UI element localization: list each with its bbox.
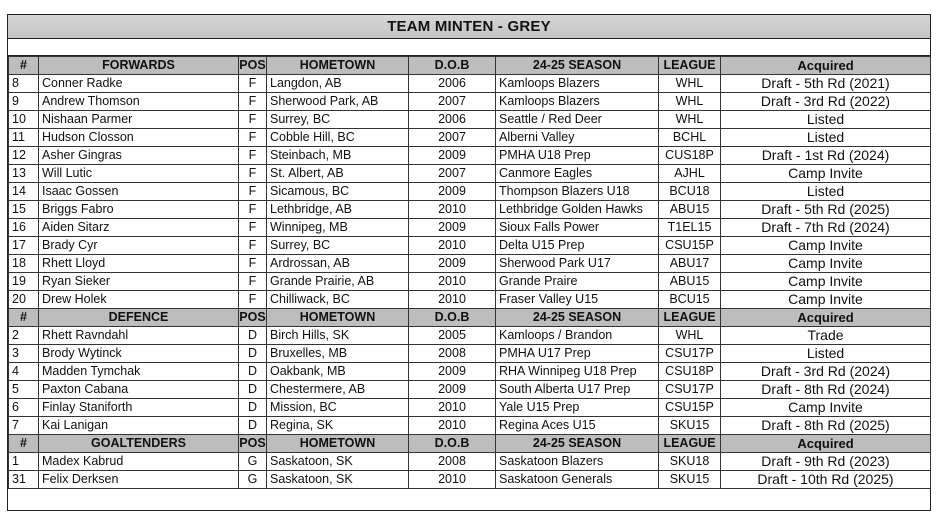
section-header-row	[9, 57, 931, 75]
cell-hometown: Cobble Hill, BC	[267, 129, 409, 147]
cell-acquired: Camp Invite	[721, 291, 931, 309]
table-row	[9, 219, 931, 237]
cell-league: ABU15	[659, 273, 721, 291]
cell-hometown: Langdon, AB	[267, 75, 409, 93]
cell-dob: 2007	[409, 129, 496, 147]
cell-dob: 2010	[409, 399, 496, 417]
cell-league: T1EL15	[659, 219, 721, 237]
table-row	[9, 291, 931, 309]
cell-number: 13	[9, 165, 39, 183]
cell-number: 11	[9, 129, 39, 147]
cell-acquired: Draft - 8th Rd (2025)	[721, 417, 931, 435]
cell-acquired: Camp Invite	[721, 237, 931, 255]
header-number: #	[9, 57, 39, 75]
cell-number: 31	[9, 471, 39, 489]
cell-hometown: Sicamous, BC	[267, 183, 409, 201]
cell-acquired: Camp Invite	[721, 399, 931, 417]
cell-season-team: Regina Aces U15	[496, 417, 659, 435]
cell-hometown: Regina, SK	[267, 417, 409, 435]
header-number: #	[9, 435, 39, 453]
cell-hometown: Oakbank, MB	[267, 363, 409, 381]
cell-season-team: South Alberta U17 Prep	[496, 381, 659, 399]
cell-season-team: Fraser Valley U15	[496, 291, 659, 309]
cell-league: CSU17P	[659, 345, 721, 363]
header-league: LEAGUE	[659, 309, 721, 327]
table-row	[9, 111, 931, 129]
header-dob: D.O.B	[409, 57, 496, 75]
cell-season-team: Canmore Eagles	[496, 165, 659, 183]
cell-season-team: Seattle / Red Deer	[496, 111, 659, 129]
table-row	[9, 273, 931, 291]
header-hometown: HOMETOWN	[267, 57, 409, 75]
cell-season-team: Grande Praire	[496, 273, 659, 291]
cell-player-name: Conner Radke	[39, 75, 239, 93]
cell-season-team: Saskatoon Generals	[496, 471, 659, 489]
cell-league: CSU15P	[659, 399, 721, 417]
cell-position: F	[239, 147, 267, 165]
cell-player-name: Andrew Thomson	[39, 93, 239, 111]
cell-position: G	[239, 453, 267, 471]
cell-acquired: Draft - 5th Rd (2025)	[721, 201, 931, 219]
cell-dob: 2009	[409, 147, 496, 165]
cell-league: WHL	[659, 75, 721, 93]
cell-player-name: Briggs Fabro	[39, 201, 239, 219]
cell-player-name: Drew Holek	[39, 291, 239, 309]
cell-position: F	[239, 201, 267, 219]
cell-position: D	[239, 363, 267, 381]
table-row	[9, 129, 931, 147]
cell-player-name: Finlay Staniforth	[39, 399, 239, 417]
header-season-team: 24-25 SEASON	[496, 435, 659, 453]
cell-number: 7	[9, 417, 39, 435]
cell-dob: 2006	[409, 75, 496, 93]
header-player-name: DEFENCE	[39, 309, 239, 327]
header-acquired: Acquired	[721, 57, 931, 75]
cell-acquired: Listed	[721, 129, 931, 147]
header-season-team: 24-25 SEASON	[496, 57, 659, 75]
sheet-title: TEAM MINTEN - GREY	[8, 15, 930, 39]
cell-dob: 2007	[409, 93, 496, 111]
header-position: POS	[239, 309, 267, 327]
cell-hometown: Bruxelles, MB	[267, 345, 409, 363]
cell-dob: 2010	[409, 417, 496, 435]
cell-acquired: Listed	[721, 345, 931, 363]
cell-dob: 2010	[409, 471, 496, 489]
cell-player-name: Isaac Gossen	[39, 183, 239, 201]
cell-number: 6	[9, 399, 39, 417]
cell-player-name: Madex Kabrud	[39, 453, 239, 471]
cell-dob: 2009	[409, 183, 496, 201]
cell-season-team: RHA Winnipeg U18 Prep	[496, 363, 659, 381]
cell-dob: 2010	[409, 273, 496, 291]
cell-hometown: Winnipeg, MB	[267, 219, 409, 237]
cell-number: 12	[9, 147, 39, 165]
cell-league: CSU18P	[659, 363, 721, 381]
cell-position: F	[239, 273, 267, 291]
table-row	[9, 147, 931, 165]
cell-season-team: Thompson Blazers U18	[496, 183, 659, 201]
cell-league: WHL	[659, 327, 721, 345]
cell-position: D	[239, 327, 267, 345]
cell-dob: 2005	[409, 327, 496, 345]
cell-hometown: Chilliwack, BC	[267, 291, 409, 309]
cell-number: 3	[9, 345, 39, 363]
cell-acquired: Draft - 10th Rd (2025)	[721, 471, 931, 489]
cell-dob: 2010	[409, 201, 496, 219]
cell-acquired: Draft - 5th Rd (2021)	[721, 75, 931, 93]
table-row	[9, 453, 931, 471]
cell-season-team: Saskatoon Blazers	[496, 453, 659, 471]
cell-dob: 2006	[409, 111, 496, 129]
cell-position: D	[239, 417, 267, 435]
cell-number: 15	[9, 201, 39, 219]
cell-league: SKU18	[659, 453, 721, 471]
cell-number: 8	[9, 75, 39, 93]
cell-player-name: Kai Lanigan	[39, 417, 239, 435]
cell-number: 17	[9, 237, 39, 255]
cell-league: BCU18	[659, 183, 721, 201]
cell-season-team: Sherwood Park U17	[496, 255, 659, 273]
cell-acquired: Trade	[721, 327, 931, 345]
table-row	[9, 93, 931, 111]
cell-league: ABU15	[659, 201, 721, 219]
cell-acquired: Camp Invite	[721, 255, 931, 273]
cell-player-name: Felix Derksen	[39, 471, 239, 489]
header-league: LEAGUE	[659, 57, 721, 75]
header-player-name: FORWARDS	[39, 57, 239, 75]
cell-acquired: Listed	[721, 183, 931, 201]
cell-season-team: Sioux Falls Power	[496, 219, 659, 237]
title-spacer	[8, 38, 930, 56]
cell-acquired: Draft - 3rd Rd (2022)	[721, 93, 931, 111]
table-row	[9, 201, 931, 219]
cell-position: F	[239, 219, 267, 237]
cell-season-team: PMHA U18 Prep	[496, 147, 659, 165]
cell-position: D	[239, 381, 267, 399]
cell-league: AJHL	[659, 165, 721, 183]
table-row	[9, 363, 931, 381]
cell-position: F	[239, 165, 267, 183]
cell-dob: 2008	[409, 345, 496, 363]
cell-acquired: Draft - 7th Rd (2024)	[721, 219, 931, 237]
cell-hometown: Surrey, BC	[267, 111, 409, 129]
cell-league: WHL	[659, 93, 721, 111]
cell-acquired: Draft - 9th Rd (2023)	[721, 453, 931, 471]
header-acquired: Acquired	[721, 309, 931, 327]
cell-player-name: Rhett Ravndahl	[39, 327, 239, 345]
cell-player-name: Ryan Sieker	[39, 273, 239, 291]
cell-dob: 2009	[409, 381, 496, 399]
cell-acquired: Draft - 3rd Rd (2024)	[721, 363, 931, 381]
table-row	[9, 237, 931, 255]
cell-position: F	[239, 93, 267, 111]
cell-position: F	[239, 255, 267, 273]
cell-player-name: Paxton Cabana	[39, 381, 239, 399]
header-hometown: HOMETOWN	[267, 309, 409, 327]
table-row	[9, 345, 931, 363]
cell-position: D	[239, 399, 267, 417]
cell-position: F	[239, 129, 267, 147]
cell-player-name: Nishaan Parmer	[39, 111, 239, 129]
roster-table	[8, 56, 931, 489]
table-row	[9, 327, 931, 345]
cell-hometown: Mission, BC	[267, 399, 409, 417]
cell-league: CUS18P	[659, 147, 721, 165]
cell-hometown: St. Albert, AB	[267, 165, 409, 183]
cell-hometown: Ardrossan, AB	[267, 255, 409, 273]
cell-season-team: PMHA U17 Prep	[496, 345, 659, 363]
cell-number: 10	[9, 111, 39, 129]
header-acquired: Acquired	[721, 435, 931, 453]
table-row	[9, 417, 931, 435]
table-row	[9, 165, 931, 183]
cell-season-team: Delta U15 Prep	[496, 237, 659, 255]
cell-league: BCU15	[659, 291, 721, 309]
cell-league: CSU15P	[659, 237, 721, 255]
cell-dob: 2008	[409, 453, 496, 471]
cell-dob: 2010	[409, 237, 496, 255]
cell-season-team: Kamloops Blazers	[496, 93, 659, 111]
header-hometown: HOMETOWN	[267, 435, 409, 453]
cell-position: F	[239, 291, 267, 309]
header-season-team: 24-25 SEASON	[496, 309, 659, 327]
cell-hometown: Saskatoon, SK	[267, 471, 409, 489]
cell-number: 18	[9, 255, 39, 273]
table-row	[9, 183, 931, 201]
cell-dob: 2009	[409, 255, 496, 273]
cell-position: F	[239, 75, 267, 93]
cell-player-name: Asher Gingras	[39, 147, 239, 165]
cell-hometown: Steinbach, MB	[267, 147, 409, 165]
table-row	[9, 471, 931, 489]
cell-league: SKU15	[659, 417, 721, 435]
roster-sheet	[7, 14, 931, 511]
cell-acquired: Camp Invite	[721, 273, 931, 291]
cell-hometown: Saskatoon, SK	[267, 453, 409, 471]
table-row	[9, 399, 931, 417]
cell-position: G	[239, 471, 267, 489]
cell-hometown: Lethbridge, AB	[267, 201, 409, 219]
table-row	[9, 75, 931, 93]
cell-dob: 2007	[409, 165, 496, 183]
table-row	[9, 381, 931, 399]
cell-season-team: Kamloops Blazers	[496, 75, 659, 93]
cell-acquired: Draft - 8th Rd (2024)	[721, 381, 931, 399]
cell-acquired: Camp Invite	[721, 165, 931, 183]
cell-hometown: Birch Hills, SK	[267, 327, 409, 345]
cell-league: CSU17P	[659, 381, 721, 399]
cell-dob: 2009	[409, 219, 496, 237]
cell-league: WHL	[659, 111, 721, 129]
cell-hometown: Surrey, BC	[267, 237, 409, 255]
cell-player-name: Will Lutic	[39, 165, 239, 183]
cell-number: 9	[9, 93, 39, 111]
header-position: POS	[239, 57, 267, 75]
cell-acquired: Draft - 1st Rd (2024)	[721, 147, 931, 165]
cell-acquired: Listed	[721, 111, 931, 129]
cell-dob: 2010	[409, 291, 496, 309]
header-number: #	[9, 309, 39, 327]
cell-position: F	[239, 237, 267, 255]
cell-league: BCHL	[659, 129, 721, 147]
header-dob: D.O.B	[409, 435, 496, 453]
cell-number: 20	[9, 291, 39, 309]
cell-position: D	[239, 345, 267, 363]
section-header-row	[9, 309, 931, 327]
cell-season-team: Kamloops / Brandon	[496, 327, 659, 345]
cell-league: SKU15	[659, 471, 721, 489]
cell-hometown: Grande Prairie, AB	[267, 273, 409, 291]
cell-number: 5	[9, 381, 39, 399]
cell-number: 14	[9, 183, 39, 201]
cell-number: 16	[9, 219, 39, 237]
cell-number: 4	[9, 363, 39, 381]
cell-player-name: Brody Wytinck	[39, 345, 239, 363]
header-player-name: GOALTENDERS	[39, 435, 239, 453]
header-league: LEAGUE	[659, 435, 721, 453]
cell-dob: 2009	[409, 363, 496, 381]
cell-league: ABU17	[659, 255, 721, 273]
table-row	[9, 255, 931, 273]
cell-season-team: Lethbridge Golden Hawks	[496, 201, 659, 219]
cell-number: 2	[9, 327, 39, 345]
cell-hometown: Sherwood Park, AB	[267, 93, 409, 111]
cell-position: F	[239, 111, 267, 129]
cell-season-team: Yale U15 Prep	[496, 399, 659, 417]
cell-player-name: Aiden Sitarz	[39, 219, 239, 237]
cell-player-name: Madden Tymchak	[39, 363, 239, 381]
header-dob: D.O.B	[409, 309, 496, 327]
section-header-row	[9, 435, 931, 453]
cell-player-name: Hudson Closson	[39, 129, 239, 147]
header-position: POS	[239, 435, 267, 453]
cell-season-team: Alberni Valley	[496, 129, 659, 147]
cell-number: 1	[9, 453, 39, 471]
cell-position: F	[239, 183, 267, 201]
cell-player-name: Rhett Lloyd	[39, 255, 239, 273]
cell-number: 19	[9, 273, 39, 291]
cell-hometown: Chestermere, AB	[267, 381, 409, 399]
cell-player-name: Brady Cyr	[39, 237, 239, 255]
